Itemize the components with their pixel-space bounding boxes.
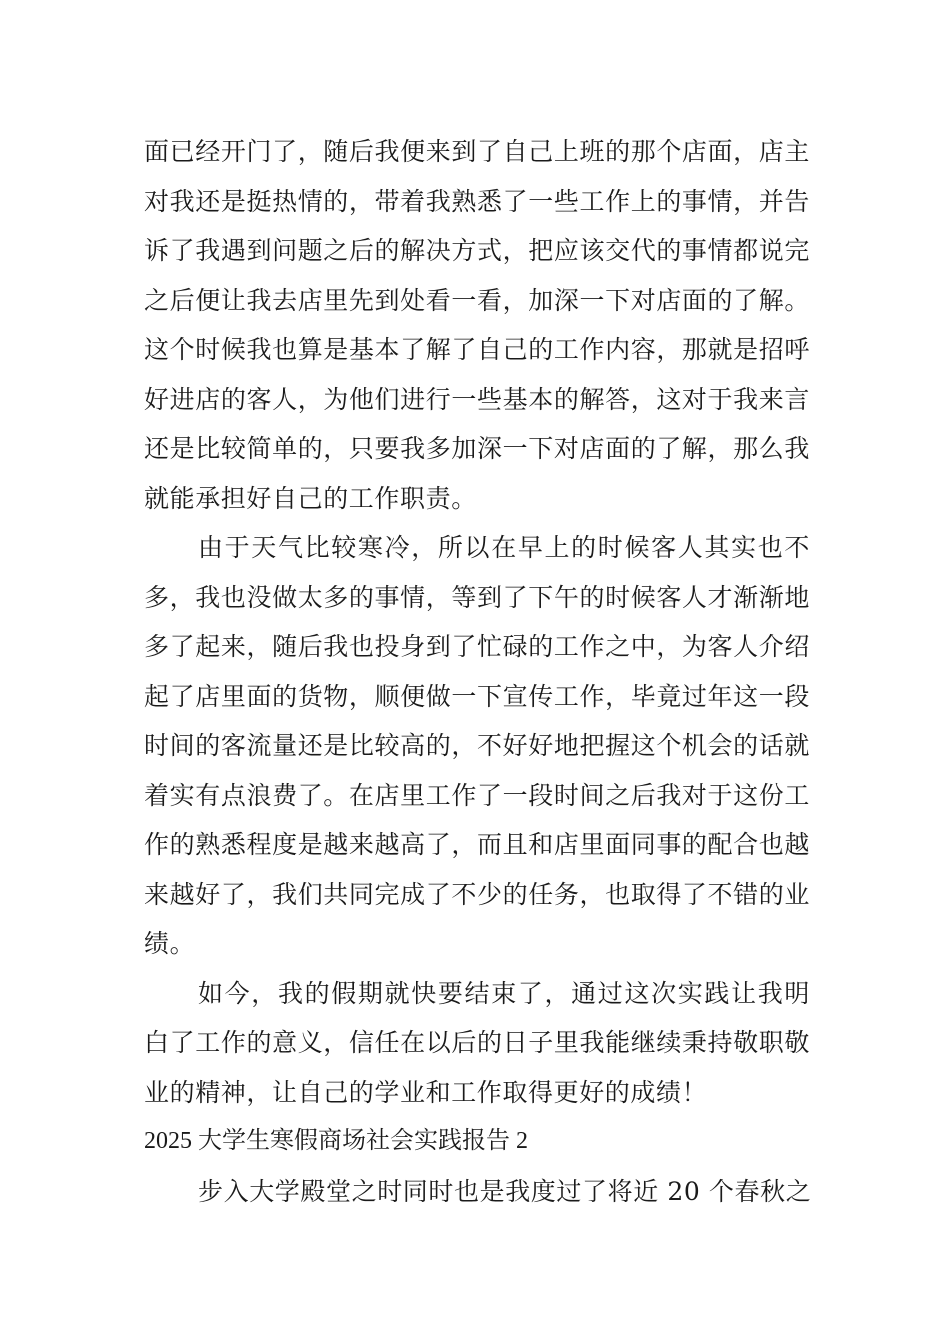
paragraph-2: 由于天气比较寒冷，所以在早上的时候客人其实也不多，我也没做太多的事情，等到了下午的时候客人才渐渐地多了起来，随后我也投身到了忙碌的工作之中，为客人介绍起了店里面的货物，顺便做一下宣传工作，毕竟过年这一段时间的客流量还是比较高的，不好好地把握这个机会的话就着实有点浪费了。在店里工作了一段时间之后我对于这份工作的熟悉程度是越来越高了，而且和店里面同事的配合也越来越好了，我们共同完成了不少的任务，也取得了不错的业绩。 [144,533,810,958]
paragraph-4: 步入大学殿堂之时同时也是我度过了将近 20 个春秋之 [198,1176,812,1206]
document-body [144,127,810,1216]
paragraph-3: 如今，我的假期就快要结束了，通过这次实践让我明白了工作的意义，信任在以后的日子里我能继续秉持敬职敬业的精神，让自己的学业和工作取得更好的成绩！ [144,978,810,1107]
section-heading: 2025 大学生寒假商场社会实践报告 2 [144,1128,528,1154]
paragraph-1: 面已经开门了，随后我便来到了自己上班的那个店面，店主对我还是挺热情的，带着我熟悉了一些工作上的事情，并告诉了我遇到问题之后的解决方式，把应该交代的事情都说完之后便让我去店里先到处看一看，加深一下对店面的了解。这个时候我也算是基本了解了自己的工作内容，那就是招呼好进店的客人，为他们进行一些基本的解答，这对于我来言还是比较简单的，只要我多加深一下对店面的了解，那么我就能承担好自己的工作职责。 [144,137,810,513]
